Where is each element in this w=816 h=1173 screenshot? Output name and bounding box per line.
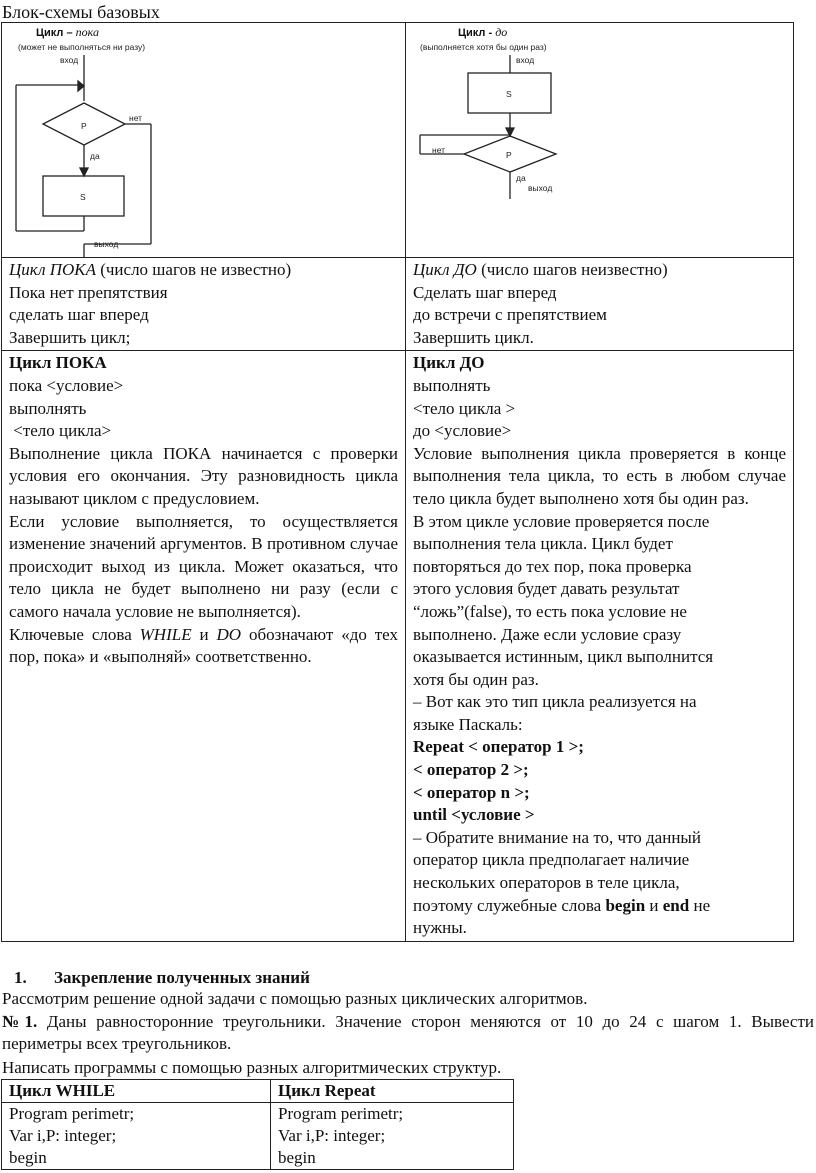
do-diagram-cell bbox=[406, 23, 794, 258]
do-paragraph-2-line: языке Паскаль: bbox=[413, 714, 523, 734]
code-line: begin bbox=[9, 1148, 47, 1167]
do-paragraph-2-line: выполнено. Даже если условие сразу bbox=[413, 624, 682, 644]
code-comparison-table bbox=[1, 1079, 514, 1170]
description-row bbox=[2, 258, 794, 351]
while-diagram-subtitle: (может не выполняться ни разу) bbox=[18, 42, 146, 52]
repeat-column-header: Цикл Repeat bbox=[271, 1080, 514, 1103]
do-paragraph-2-line: оказывается истинным, цикл выполнится bbox=[413, 647, 714, 667]
do-flowchart bbox=[406, 23, 792, 257]
pascal-code-line: Repeat < оператор 1 >; bbox=[413, 737, 584, 757]
do-paragraph-2-line: этого условия будет давать результат bbox=[413, 579, 680, 599]
do-paragraph-3-line: – Обратите внимание на то, что данный bbox=[413, 827, 701, 847]
do-description-line: Завершить цикл. bbox=[413, 327, 534, 347]
do-exit-label: выход bbox=[528, 183, 553, 193]
pascal-code-line: < оператор 2 >; bbox=[413, 760, 529, 780]
do-paragraph-1: Условие выполнения цикла проверяется в конце выполнения тела цикла, то есть в любом случае тело цикла будет выполнено хотя бы один раз. bbox=[413, 443, 786, 508]
do-entry-label: вход bbox=[516, 55, 535, 65]
do-paragraph-2-line: хотя бы один раз. bbox=[413, 669, 539, 689]
while-description-line: Пока нет препятствия bbox=[9, 282, 168, 302]
do-yes-label: да bbox=[516, 173, 526, 183]
task-label: №1. bbox=[2, 1012, 38, 1031]
while-syntax-line: пока <условие> bbox=[9, 375, 124, 395]
do-diagram-subtitle: (выполняется хотя бы один раз) bbox=[420, 42, 547, 52]
section-title: Закрепление полученных знаний bbox=[54, 968, 310, 987]
do-condition-label: P bbox=[506, 150, 512, 160]
do-paragraph-2-line: – Вот как это тип цикла реализуется на bbox=[413, 692, 697, 712]
code-table-header bbox=[2, 1080, 514, 1103]
code-line: Program perimetr; bbox=[9, 1104, 135, 1123]
while-description-line: Завершить цикл; bbox=[9, 327, 131, 347]
do-heading: Цикл ДО bbox=[413, 353, 485, 373]
while-flowchart bbox=[2, 23, 404, 257]
do-explanation-cell bbox=[406, 351, 794, 941]
while-description-line: сделать шаг вперед bbox=[9, 305, 149, 325]
section-heading bbox=[14, 967, 310, 989]
section-number: 1. bbox=[14, 968, 27, 987]
while-diagram-cell bbox=[2, 23, 406, 258]
while-heading: Цикл ПОКА bbox=[9, 353, 107, 373]
do-syntax-line: <тело цикла > bbox=[413, 398, 516, 418]
while-exit-label: выход bbox=[94, 239, 119, 249]
instruction-paragraph: Написать программы с помощью разных алгоритмических структур. bbox=[2, 1058, 502, 1077]
do-syntax-line: до <условие> bbox=[413, 421, 512, 441]
while-no-label: нет bbox=[129, 113, 143, 123]
while-explanation-cell bbox=[2, 351, 406, 941]
pascal-code-line: < оператор n >; bbox=[413, 782, 530, 802]
while-syntax-line: <тело цикла> bbox=[9, 421, 112, 441]
do-description-line: до встречи с препятствием bbox=[413, 305, 607, 325]
task-paragraph bbox=[2, 1011, 814, 1055]
intro-paragraph: Рассмотрим решение одной задачи с помощью разных циклических алгоритмов. bbox=[2, 989, 588, 1008]
do-description-title: Цикл ДО (число шагов неизвестно) bbox=[413, 260, 668, 279]
while-diagram-title: Цикл – пока bbox=[36, 25, 99, 39]
code-line: Var i,P: integer; bbox=[278, 1126, 386, 1145]
code-line: Var i,P: integer; bbox=[9, 1126, 117, 1145]
task-text: Даны равносторонние треугольники. Значение сторон меняются от 10 до 24 с шагом 1. Вывести периметры всех треугольников. bbox=[2, 1012, 814, 1053]
do-paragraph-2-line: выполнения тела цикла. Цикл будет bbox=[413, 534, 673, 554]
do-no-label: нет bbox=[432, 145, 446, 155]
while-syntax-line: выполнять bbox=[9, 398, 87, 418]
code-line: begin bbox=[278, 1148, 316, 1167]
do-paragraph-3-line: поэтому служебные слова begin и end не bbox=[413, 895, 711, 915]
code-table-row bbox=[2, 1103, 514, 1170]
do-syntax-line: выполнять bbox=[413, 375, 491, 395]
diagram-row bbox=[2, 23, 794, 258]
while-code-cell bbox=[2, 1103, 271, 1170]
do-paragraph-3-line: нужны. bbox=[413, 918, 467, 938]
while-yes-label: да bbox=[90, 151, 100, 161]
do-description-cell bbox=[406, 258, 794, 351]
while-column-header: Цикл WHILE bbox=[2, 1080, 271, 1103]
repeat-code-cell bbox=[271, 1103, 514, 1170]
loops-comparison-table bbox=[1, 22, 794, 942]
while-description-cell bbox=[2, 258, 406, 351]
do-paragraph-2-line: повторяться до тех пор, пока проверка bbox=[413, 556, 692, 576]
do-diagram-title: Цикл - до bbox=[458, 25, 508, 39]
do-paragraph-3-line: оператор цикла предполагает наличие bbox=[413, 850, 690, 870]
while-description-title: Цикл ПОКА (число шагов не известно) bbox=[9, 260, 292, 279]
document-title: Блок-схемы базовых bbox=[2, 2, 160, 22]
while-paragraph-2: Если условие выполняется, то осуществляется изменение значений аргументов. В противном случае происходит выход из цикла. Может оказаться, что тело цикла не будет выполнено ни разу (если с самого начала условие не выполняется). bbox=[9, 511, 398, 621]
pascal-code-line: until <условие > bbox=[413, 805, 535, 825]
do-paragraph-3-line: нескольких операторов в теле цикла, bbox=[413, 873, 680, 893]
code-line: Program perimetr; bbox=[278, 1104, 404, 1123]
while-condition-label: P bbox=[81, 121, 87, 131]
while-paragraph-3: Ключевые слова WHILE и DO обозначают «до тех пор, пока» и «выполняй» соответственно. bbox=[9, 624, 398, 667]
while-paragraph-1: Выполнение цикла ПОКА начинается с проверки условия его окончания. Эту разновидность цикла называют циклом с предусловием. bbox=[9, 443, 398, 508]
while-body-label: S bbox=[80, 192, 86, 202]
do-paragraph-2-line: В этом цикле условие проверяется после bbox=[413, 511, 710, 531]
while-entry-label: вход bbox=[60, 55, 79, 65]
do-paragraph-2-line: “ложь”(false), то есть пока условие не bbox=[413, 601, 687, 621]
do-body-label: S bbox=[506, 89, 512, 99]
explanation-row bbox=[2, 351, 794, 941]
do-description-line: Сделать шаг вперед bbox=[413, 282, 557, 302]
